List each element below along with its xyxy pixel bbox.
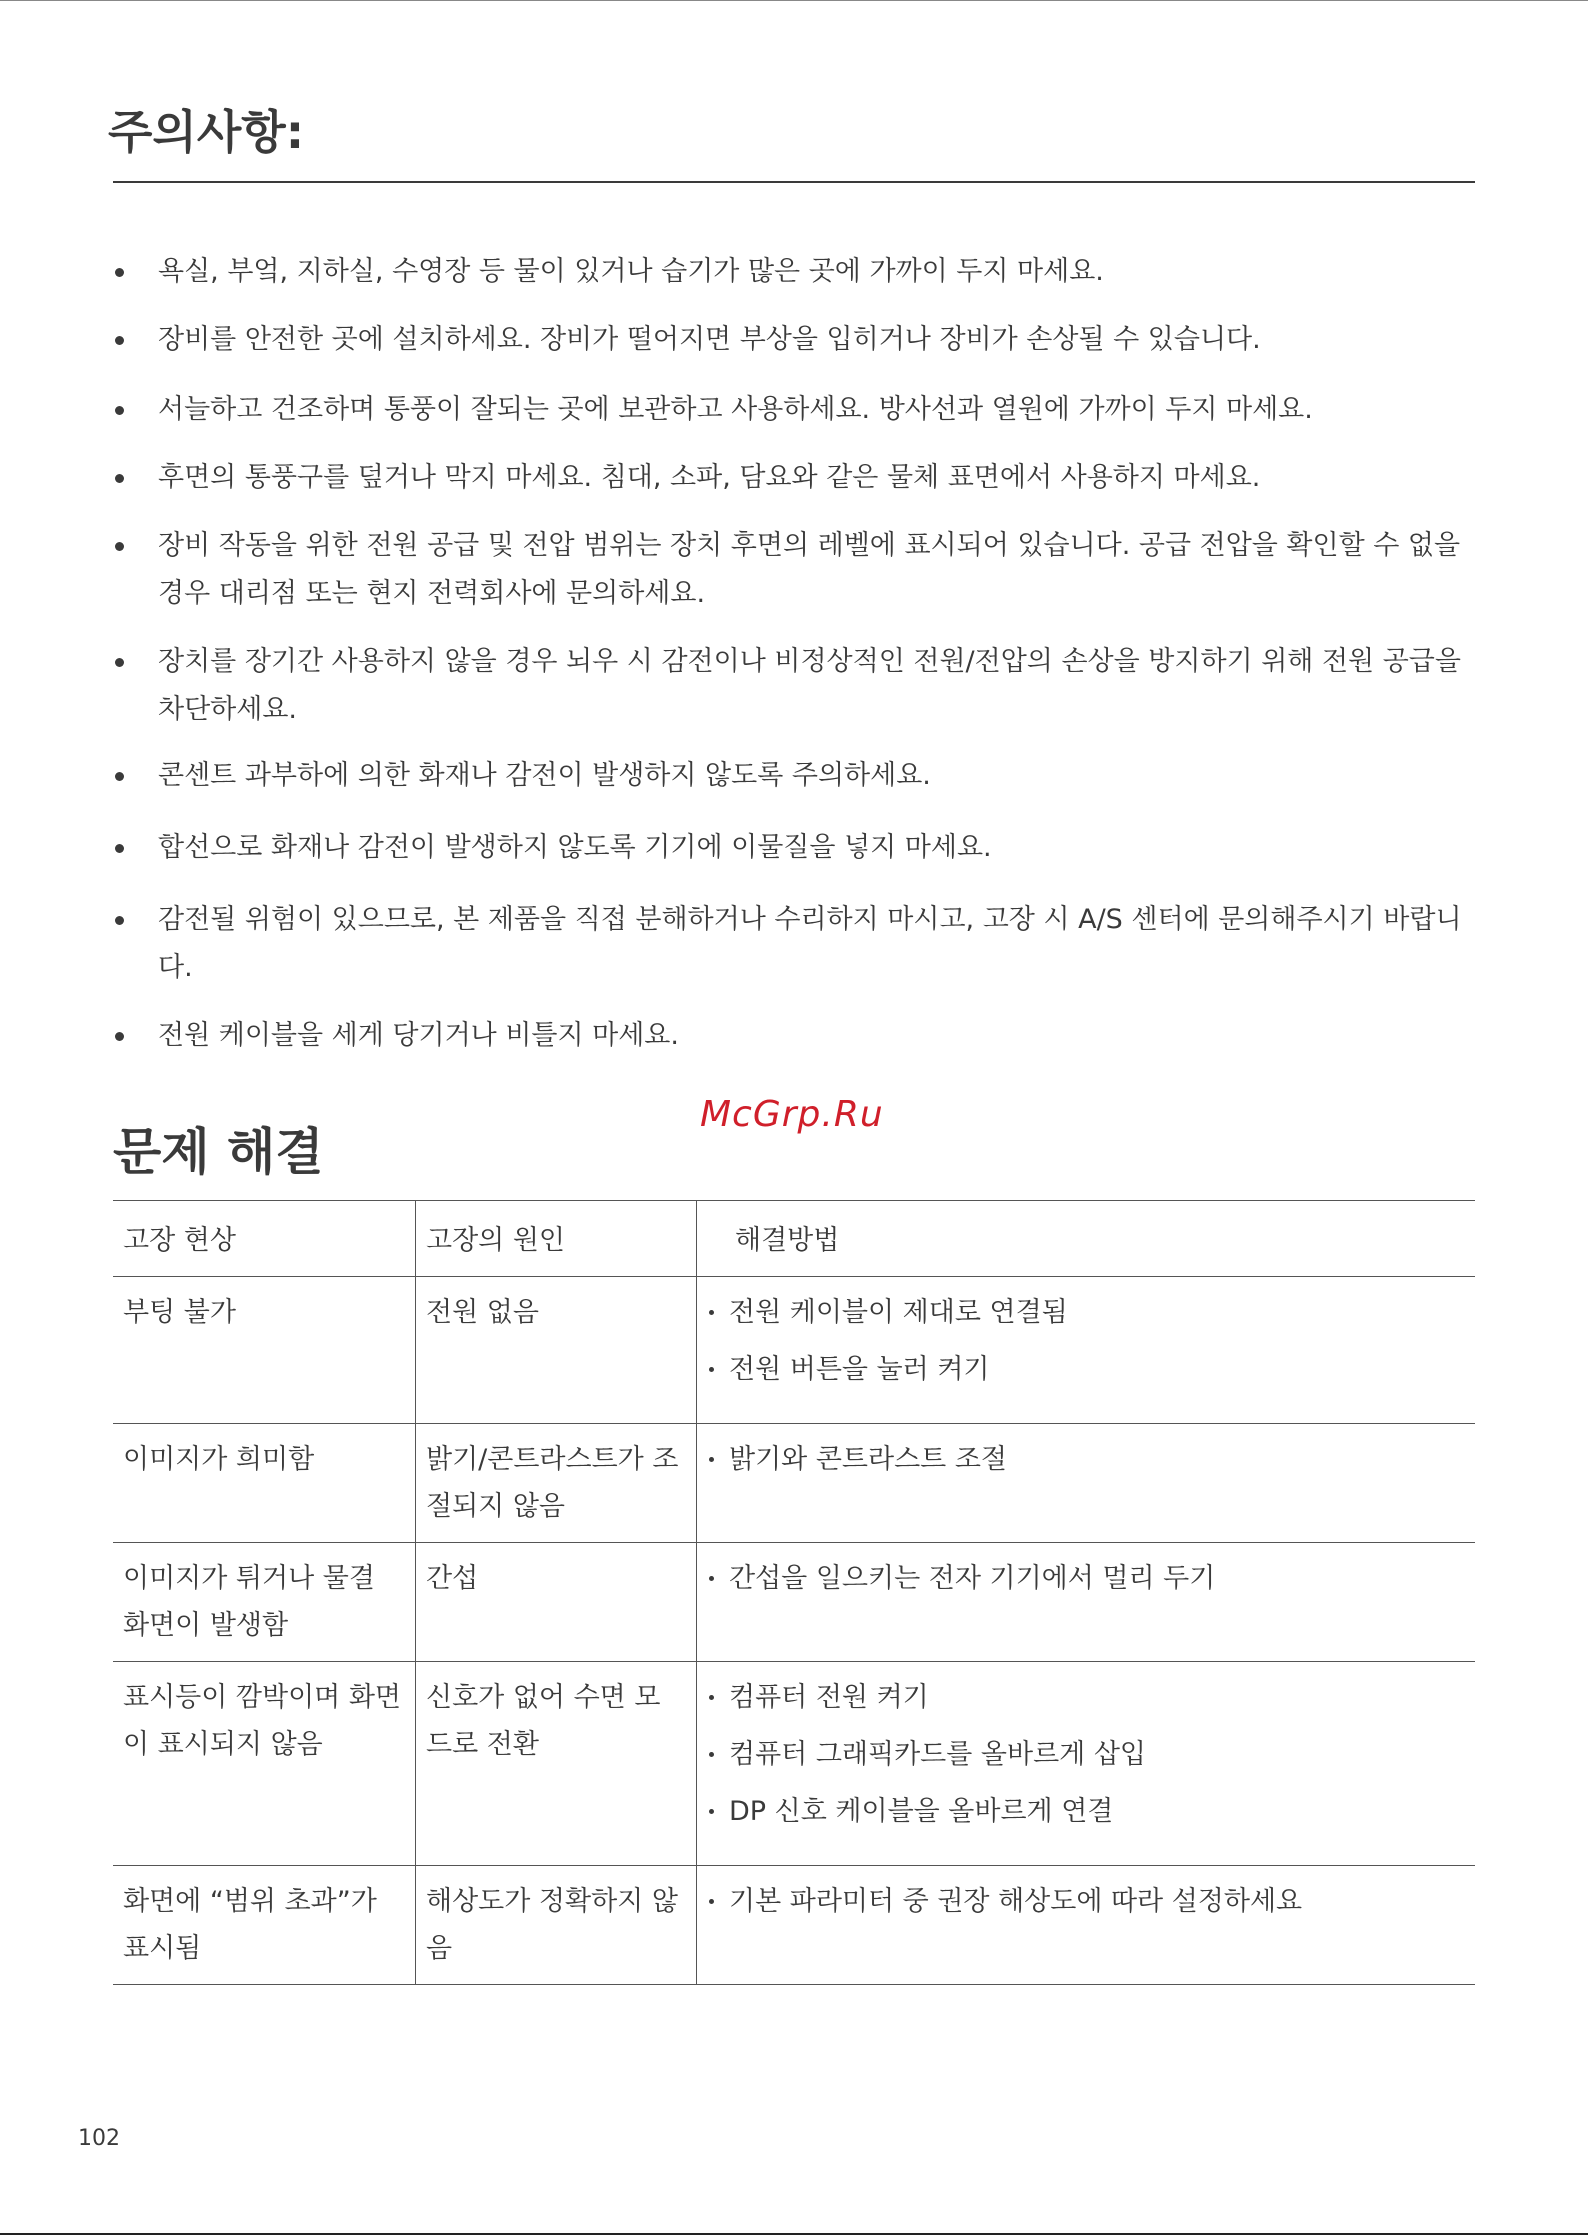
solution-cell: [697, 1277, 1476, 1424]
top-border: [0, 0, 1588, 1]
title-divider: [113, 181, 1475, 183]
list-item: [113, 316, 1475, 364]
solution-item: [707, 1878, 1465, 1925]
list-item: [113, 824, 1475, 872]
solution-item: [707, 1674, 1465, 1721]
solution-text: 밝기와 콘트라스트 조절: [729, 1444, 1007, 1475]
page-number: 102: [78, 2126, 120, 2151]
solution-text: 간섭을 일으키는 전자 기기에서 멀리 두기: [729, 1563, 1216, 1594]
solution-item: [707, 1436, 1465, 1483]
list-item: [113, 522, 1475, 618]
bullet-icon: [709, 1310, 714, 1315]
bullet-icon: [709, 1752, 714, 1757]
precautions-list: [113, 248, 1475, 1060]
solution-item: [707, 1555, 1465, 1602]
cause-cell: 간섭: [416, 1543, 697, 1662]
watermark-logo: McGrp.Ru: [700, 1094, 884, 1135]
table-header-row: [113, 1201, 1475, 1277]
solution-text: 컴퓨터 전원 켜기: [729, 1682, 929, 1713]
bullet-icon: [115, 1032, 124, 1041]
precautions-title: 주의사항:: [108, 105, 305, 159]
bullet-icon: [115, 844, 124, 853]
solution-cell: [697, 1866, 1476, 1985]
symptom-cell: 부팅 불가: [113, 1277, 416, 1424]
list-item-text: 전원 케이블을 세게 당기거나 비틀지 마세요.: [158, 1020, 679, 1051]
list-item-text: 장치를 장기간 사용하지 않을 경우 뇌우 시 감전이나 비정상적인 전원/전압의 손상을 방지하기 위해 전원 공급을 차단하세요.: [158, 646, 1461, 725]
symptom-cell: 이미지가 희미함: [113, 1424, 416, 1543]
list-item: [113, 454, 1475, 502]
table-row: [113, 1866, 1475, 1985]
bullet-icon: [115, 474, 124, 483]
table-row: [113, 1277, 1475, 1424]
bullet-icon: [709, 1367, 714, 1372]
cause-cell: 신호가 없어 수면 모드로 전환: [416, 1662, 697, 1866]
bullet-icon: [115, 336, 124, 345]
list-item: [113, 638, 1475, 734]
list-item-text: 장비를 안전한 곳에 설치하세요. 장비가 떨어지면 부상을 입히거나 장비가 손상될 수 있습니다.: [158, 324, 1261, 355]
solution-text: DP 신호 케이블을 올바르게 연결: [729, 1796, 1114, 1827]
symptom-cell: 표시등이 깜박이며 화면이 표시되지 않음: [113, 1662, 416, 1866]
troubleshooting-title: 문제 해결: [113, 1123, 324, 1181]
troubleshooting-table: [113, 1200, 1475, 1985]
bullet-icon: [115, 772, 124, 781]
list-item-text: 합선으로 화재나 감전이 발생하지 않도록 기기에 이물질을 넣지 마세요.: [158, 832, 992, 863]
header-symptom: 고장 현상: [113, 1201, 416, 1277]
list-item-text: 콘센트 과부하에 의한 화재나 감전이 발생하지 않도록 주의하세요.: [158, 760, 931, 791]
list-item-text: 후면의 통풍구를 덮거나 막지 마세요. 침대, 소파, 담요와 같은 물체 표면에서 사용하지 마세요.: [158, 462, 1261, 493]
solution-text: 기본 파라미터 중 권장 해상도에 따라 설정하세요: [729, 1886, 1303, 1917]
list-item-text: 욕실, 부엌, 지하실, 수영장 등 물이 있거나 습기가 많은 곳에 가까이 두지 마세요.: [158, 256, 1104, 287]
list-item: [113, 1012, 1475, 1060]
solution-item: [707, 1289, 1465, 1336]
cause-cell: 전원 없음: [416, 1277, 697, 1424]
solution-text: 컴퓨터 그래픽카드를 올바르게 삽입: [729, 1739, 1146, 1770]
list-item: [113, 386, 1475, 434]
solution-text: 전원 케이블이 제대로 연결됨: [729, 1297, 1068, 1328]
header-cause: 고장의 원인: [416, 1201, 697, 1277]
cause-cell: 해상도가 정확하지 않음: [416, 1866, 697, 1985]
list-item: [113, 248, 1475, 296]
table-row: [113, 1424, 1475, 1543]
solution-item: [707, 1346, 1465, 1393]
solution-cell: [697, 1662, 1476, 1866]
cause-cell: 밝기/콘트라스트가 조절되지 않음: [416, 1424, 697, 1543]
list-item: [113, 752, 1475, 800]
solution-cell: [697, 1424, 1476, 1543]
bullet-icon: [115, 916, 124, 925]
list-item-text: 감전될 위험이 있으므로, 본 제품을 직접 분해하거나 수리하지 마시고, 고장 시 A/S 센터에 문의해주시기 바랍니다.: [158, 904, 1462, 983]
bullet-icon: [709, 1695, 714, 1700]
solution-text: 전원 버튼을 눌러 켜기: [729, 1354, 990, 1385]
bullet-icon: [115, 406, 124, 415]
list-item-text: 장비 작동을 위한 전원 공급 및 전압 범위는 장치 후면의 레벨에 표시되어 있습니다. 공급 전압을 확인할 수 없을 경우 대리점 또는 현지 전력회사에 문의하세요.: [158, 530, 1461, 609]
list-item: [113, 896, 1475, 992]
bullet-icon: [709, 1457, 714, 1462]
bullet-icon: [709, 1809, 714, 1814]
list-item-text: 서늘하고 건조하며 통풍이 잘되는 곳에 보관하고 사용하세요. 방사선과 열원에 가까이 두지 마세요.: [158, 394, 1313, 425]
bullet-icon: [709, 1576, 714, 1581]
header-solution: 해결방법: [697, 1201, 1476, 1277]
table-row: [113, 1543, 1475, 1662]
bullet-icon: [115, 542, 124, 551]
table-row: [113, 1662, 1475, 1866]
solution-item: [707, 1731, 1465, 1778]
symptom-cell: 이미지가 튀거나 물결 화면이 발생함: [113, 1543, 416, 1662]
solution-cell: [697, 1543, 1476, 1662]
bullet-icon: [709, 1899, 714, 1904]
bullet-icon: [115, 658, 124, 667]
symptom-cell: 화면에 “범위 초과”가 표시됨: [113, 1866, 416, 1985]
solution-item: [707, 1788, 1465, 1835]
bullet-icon: [115, 268, 124, 277]
